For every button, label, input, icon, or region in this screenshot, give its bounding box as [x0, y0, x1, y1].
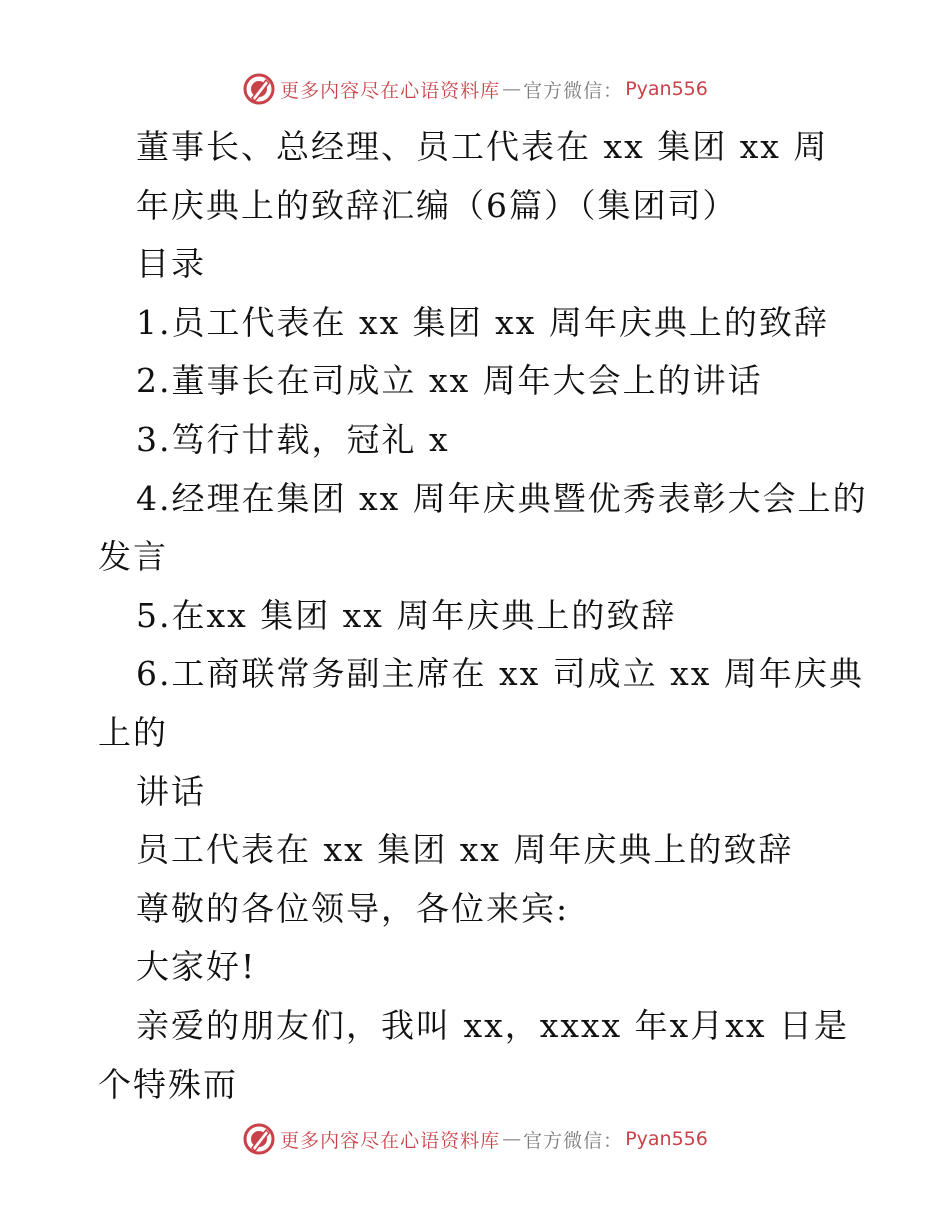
watermark-dash: —	[502, 1128, 522, 1150]
text-line: 5.在xx 集团 xx 周年庆典上的致辞	[136, 595, 677, 635]
text-line: 大家好!	[136, 947, 257, 987]
text-line: 尊敬的各位领导，各位来宾:	[136, 888, 570, 928]
text-line: 讲话	[136, 771, 206, 811]
header-watermark	[0, 72, 950, 106]
text-line: 上的	[98, 712, 168, 752]
document-body	[98, 118, 868, 1114]
pen-logo-icon	[242, 72, 276, 106]
text-line: 个特殊而	[98, 1064, 238, 1104]
watermark-official: 官方微信：	[523, 79, 624, 102]
text-line: 员工代表在 xx 集团 xx 周年庆典上的致辞	[136, 830, 794, 870]
text-line: 3.笃行廿载，冠礼 x	[136, 419, 450, 459]
watermark-text: 更多内容尽在心语资料库	[280, 1129, 501, 1152]
watermark-dash: —	[502, 78, 522, 100]
text-line: 1.员工代表在 xx 集团 xx 周年庆典上的致辞	[136, 302, 829, 342]
pen-logo-icon	[242, 1122, 276, 1156]
watermark-official: 官方微信：	[523, 1129, 624, 1152]
text-line: 4.经理在集团 xx 周年庆典暨优秀表彰大会上的	[136, 478, 868, 518]
watermark-id: Pyan556	[625, 78, 708, 100]
watermark-id: Pyan556	[625, 1128, 708, 1150]
text-line: 目录	[136, 244, 206, 284]
text-line: 董事长、总经理、员工代表在 xx 集团 xx 周	[136, 127, 829, 166]
text-line: 6.工商联常务副主席在 xx 司成立 xx 周年庆典	[136, 654, 864, 694]
watermark-text: 更多内容尽在心语资料库	[280, 79, 501, 102]
footer-watermark	[0, 1122, 950, 1156]
text-line: 年庆典上的致辞汇编（6篇）（集团司）	[136, 185, 738, 225]
text-line: 发言	[98, 537, 168, 577]
text-line: 亲爱的朋友们，我叫 xx，xxxx 年x月xx 日是	[136, 1005, 849, 1045]
text-line: 2.董事长在司成立 xx 周年大会上的讲话	[136, 361, 763, 401]
